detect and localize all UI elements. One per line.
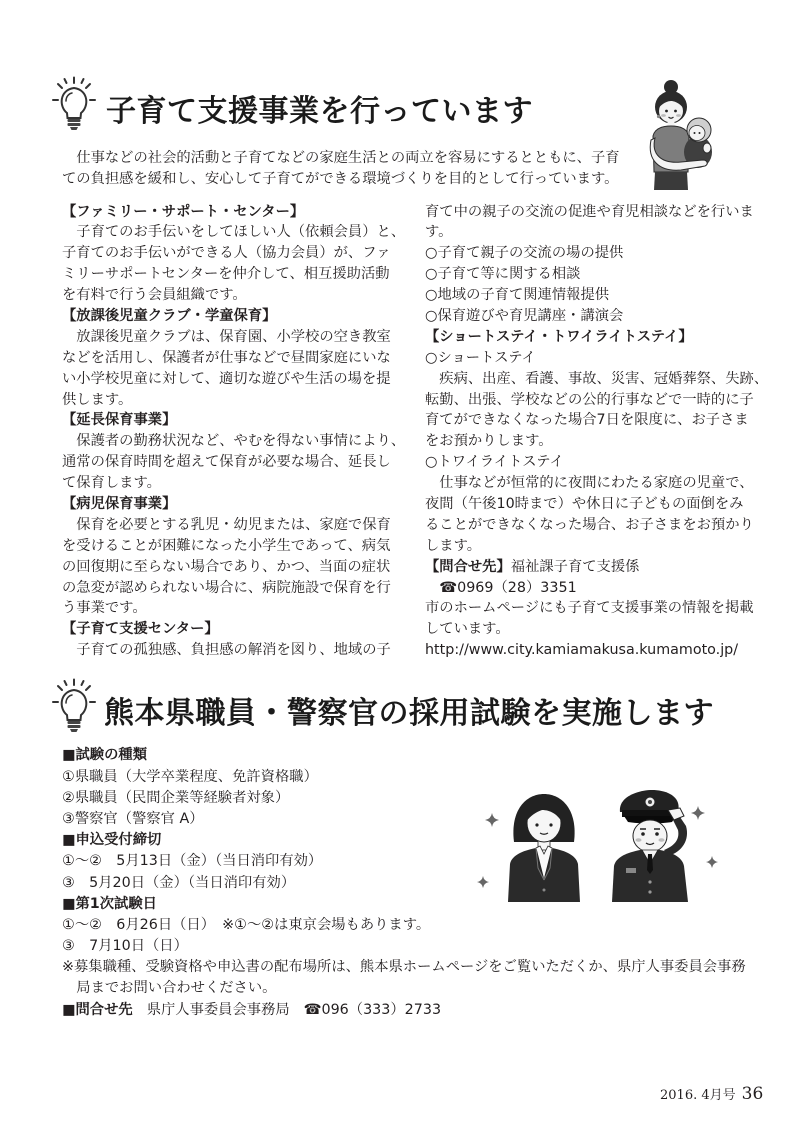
short-stay-label: ○ショートステイ	[425, 349, 536, 366]
support-contact-phone: ☎0969（28）3351	[425, 579, 577, 596]
right-column	[425, 202, 775, 662]
first-exam-date-label: ■第1次試験日	[62, 895, 157, 912]
family-support-text-line: 子育てのお手伝いができる人（協力会員）が、ファ	[62, 245, 391, 262]
twilight-stay-text-line: 夜間（午後10時まで）や休日に子どもの面倒をみ	[425, 495, 744, 512]
short-stay-text-line: 転勤、出張、学校などの公的行事などで一時的に子	[425, 391, 754, 408]
twilight-stay-text-line: します。	[425, 537, 482, 554]
first-exam-date-item: ③ 7月10日（日）	[62, 938, 188, 955]
twilight-stay-text-line: ることができなくなった場合、お子さまをお預かり	[425, 516, 754, 533]
twilight-stay-label: ○トワイライトステイ	[425, 454, 564, 471]
support-section-title: 子育て支援事業を行っています	[106, 94, 533, 129]
recruitment-section-title: 熊本県職員・警察官の採用試験を実施します	[104, 696, 714, 731]
sparkle-icon	[691, 806, 705, 820]
page-footer	[660, 1084, 775, 1110]
support-contact-line	[425, 557, 775, 578]
after-school-club-text-line: 供します。	[62, 391, 133, 408]
support-contact-note-line: 市のホームページにも子育て支援事業の情報を掲載	[425, 600, 754, 617]
first-exam-date-item: ①～② 6月26日（日） ※①～②は東京会場もあります。	[62, 916, 431, 933]
sparkle-icon	[485, 813, 499, 827]
support-center-heading: 【子育て支援センター】	[62, 621, 219, 638]
issue-label: 2016. 4月号	[660, 1088, 736, 1103]
support-center-text-line: 育て中の親子の交流の促進や育児相談などを行いま	[425, 203, 754, 220]
extended-care-text-line: 通常の保育時間を超えて保育が必要な場合、延長し	[62, 454, 391, 471]
after-school-club-heading: 【放課後児童クラブ・学童保育】	[62, 307, 277, 324]
family-support-text-line: ミリーサポートセンターを仲介して、相互援助活動	[62, 266, 390, 283]
support-center-list-item: ○地域の子育て関連情報提供	[425, 287, 610, 304]
sick-child-care-text-line: を受けることが困難になった小学生であって、病気	[62, 537, 391, 554]
lightbulb-icon	[50, 678, 98, 734]
sick-child-care-text-line: の回復期に至らない場合であり、かつ、当面の症状	[62, 558, 391, 575]
exam-type-item: ③警察官（警察官 A）	[62, 810, 204, 827]
short-stay-text-line: をお預かりします。	[425, 433, 553, 450]
sparkle-icon	[706, 856, 718, 868]
short-stay-text-line: 疾病、出産、看護、事故、災害、冠婚葬祭、失跡、	[425, 370, 769, 387]
support-contact-label: 【問合せ先】	[425, 558, 511, 575]
sick-child-care-text-line: 保育を必要とする乳児・幼児または、家庭で保育	[62, 516, 391, 533]
short-stay-heading: 【ショートステイ・トワイライトステイ】	[425, 328, 693, 345]
sick-child-care-text-line: う事業です。	[62, 600, 147, 617]
recruitment-contact-line	[62, 1000, 782, 1021]
exam-type-item: ①県職員（大学卒業程度、免許資格職）	[62, 768, 318, 785]
intro-text-line: ての負担感を緩和し、安心して子育てができる環境づくりを目的として行っています。	[62, 171, 619, 187]
recruitment-contact-phone: ☎096（333）2733	[303, 1001, 442, 1018]
exam-types-label: ■試験の種類	[62, 747, 147, 764]
extended-care-heading: 【延長保育事業】	[62, 412, 177, 429]
application-deadline-item: ①～② 5月13日（金）（当日消印有効）	[62, 853, 323, 870]
family-support-text-line: を有料で行う会員組織です。	[62, 287, 247, 304]
exam-type-item: ②県職員（民間企業等経験者対象）	[62, 789, 290, 806]
mother-with-baby-illustration	[641, 78, 723, 190]
extended-care-text-line: て保育します。	[62, 475, 161, 492]
city-website-link[interactable]: http://www.city.kamiamakusa.kumamoto.jp/	[425, 642, 739, 659]
short-stay-text-line: 育てができなくなった場合7日を限度に、お子さま	[425, 412, 749, 429]
support-center-text-line: す。	[425, 224, 453, 241]
recruitment-contact-label: ■問合せ先	[62, 1001, 133, 1018]
intro-text-line: 仕事などの社会的活動と子育てなどの家庭生活との両立を容易にするとともに、子育	[62, 150, 620, 166]
support-center-text-line: 子育ての孤独感、負担感の解消を図り、地域の子	[62, 642, 391, 659]
support-center-list-item: ○子育て等に関する相談	[425, 266, 581, 283]
support-center-list-item: ○保育遊びや育児講座・講演会	[425, 307, 624, 324]
family-support-heading: 【ファミリー・サポート・センター】	[62, 203, 305, 220]
sick-child-care-heading: 【病児保育事業】	[62, 495, 177, 512]
support-center-list-item: ○子育て親子の交流の場の提供	[425, 245, 624, 262]
recruitment-contact-department: 県庁人事委員会事務局	[146, 1001, 290, 1018]
sparkle-decorations	[470, 798, 726, 898]
application-deadline-item: ③ 5月20日（金）（当日消印有効）	[62, 874, 296, 891]
sick-child-care-text-line: の急変が認められない場合に、病院施設で保育を行	[62, 579, 391, 596]
lightbulb-icon	[50, 76, 98, 132]
left-column	[62, 202, 406, 662]
twilight-stay-text-line: 仕事などが恒常的に夜間にわたる家庭の児童で、	[425, 475, 754, 492]
family-support-text-line: 子育てのお手伝いをしてほしい人（依頼会員）と、	[62, 224, 406, 241]
recruitment-note-line: ※募集職種、受験資格や申込書の配布場所は、熊本県ホームページをご覧いただくか、県庁人事委員会事務	[62, 959, 746, 976]
page-number: 36	[741, 1084, 764, 1104]
recruitment-note-line: 局までお問い合わせください。	[62, 980, 277, 997]
extended-care-text-line: 保護者の勤務状況など、やむを得ない事情により、	[62, 433, 406, 450]
support-intro	[62, 148, 620, 190]
after-school-club-text-line: などを活用し、保護者が仕事などで昼間家庭にいな	[62, 349, 391, 366]
application-deadline-label: ■申込受付締切	[62, 832, 162, 849]
support-contact-note-line: しています。	[425, 621, 510, 638]
after-school-club-text-line: 放課後児童クラブは、保育園、小学校の空き教室	[62, 328, 391, 345]
sparkle-icon	[477, 876, 489, 888]
support-contact-department: 福祉課子育て支援係	[510, 558, 640, 575]
after-school-club-text-line: い小学校児童に対して、適切な遊びや生活の場を提	[62, 370, 391, 387]
